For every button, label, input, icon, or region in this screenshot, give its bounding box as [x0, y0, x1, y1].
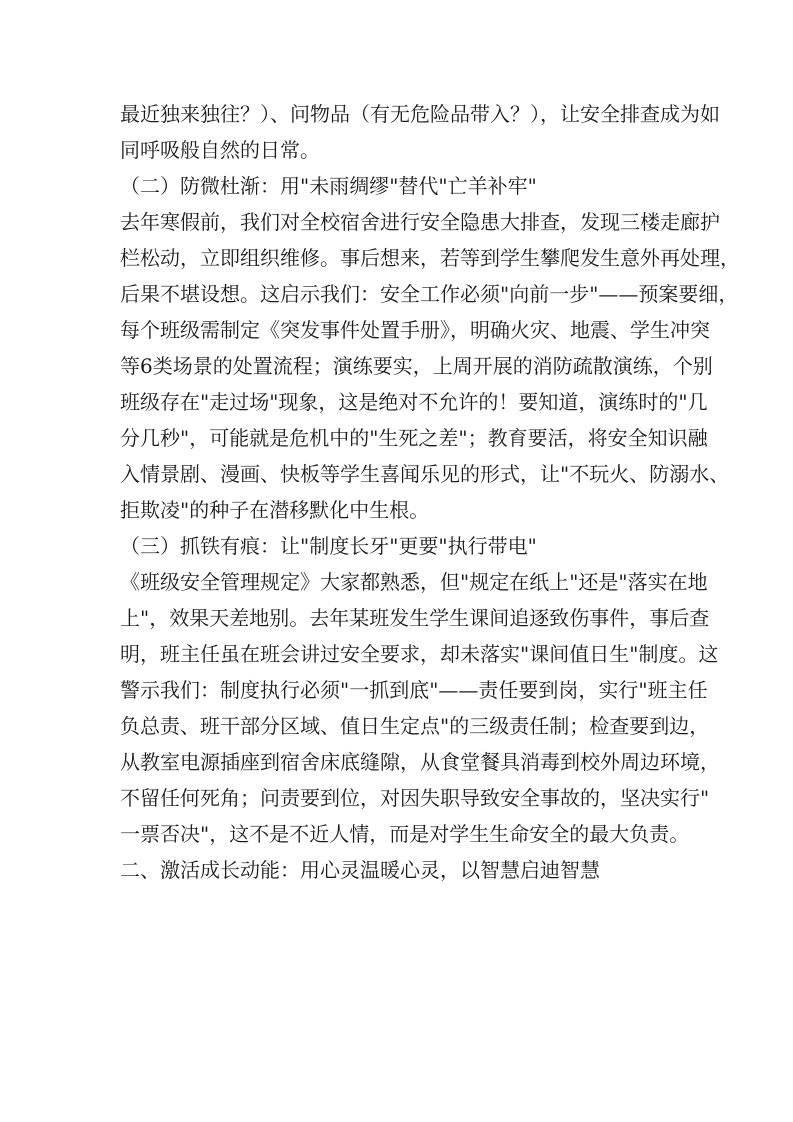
- body-text-line: 每个班级需制定《突发事件处置手册》，明确火灾、地震、学生冲突: [120, 318, 710, 342]
- body-text-line: 负总责、班干部分区域、值日生定点"的三级责任制；检查要到边，: [120, 714, 710, 738]
- section-heading: （三）抓铁有痕：让"制度长牙"更要"执行带电": [120, 534, 537, 558]
- body-text-line: 分几秒"，可能就是危机中的"生死之差"；教育要活，将安全知识融: [120, 426, 708, 450]
- body-text-line: 不留任何死角；问责要到位，对因失职导致安全事故的，坚决实行": [120, 786, 710, 810]
- body-text-line: 警示我们：制度执行必须"一抓到底"——责任要到岗，实行"班主任: [120, 678, 708, 702]
- section-heading: 二、激活成长动能：用心灵温暖心灵，以智慧启迪智慧: [120, 858, 600, 882]
- body-text-line: 栏松动，立即组织维修。事后想来，若等到学生攀爬发生意外再处理，: [120, 246, 740, 270]
- body-text-line: 后果不堪设想。这启示我们：安全工作必须"向前一步"——预案要细，: [120, 282, 739, 306]
- body-text-line: 从教室电源插座到宿舍床底缝隙，从食堂餐具消毒到校外周边环境，: [120, 750, 720, 774]
- body-text-line: 一票否决"，这不是不近人情，而是对学生生命安全的最大负责。: [120, 822, 690, 846]
- body-text-line: 《班级安全管理规定》大家都熟悉，但"规定在纸上"还是"落实在地: [120, 570, 708, 594]
- body-text-line: 上"，效果天差地别。去年某班发生学生课间追逐致伤事件，事后查: [120, 606, 710, 630]
- body-text-line: 等6类场景的处置流程；演练要实，上周开展的消防疏散演练，个别: [120, 354, 713, 378]
- body-text-line: 同呼吸般自然的日常。: [120, 138, 320, 162]
- body-text-line: 班级存在"走过场"现象，这是绝对不允许的！要知道，演练时的"几: [120, 390, 708, 414]
- document-page: [120, 96, 740, 888]
- body-text-line: 去年寒假前，我们对全校宿舍进行安全隐患大排查，发现三楼走廊护: [120, 210, 720, 234]
- body-text-line: 入情景剧、漫画、快板等学生喜闻乐见的形式，让"不玩火、防溺水、: [120, 462, 730, 486]
- body-text-line: 拒欺凌"的种子在潜移默化中生根。: [120, 498, 430, 522]
- body-text-line: 最近独来独往？）、问物品（有无危险品带入？），让安全排查成为如: [120, 102, 720, 126]
- body-text-line: 明，班主任虽在班会讲过安全要求，却未落实"课间值日生"制度。这: [120, 642, 719, 666]
- section-heading: （二）防微杜渐：用"未雨绸缪"替代"亡羊补牢": [120, 174, 537, 198]
